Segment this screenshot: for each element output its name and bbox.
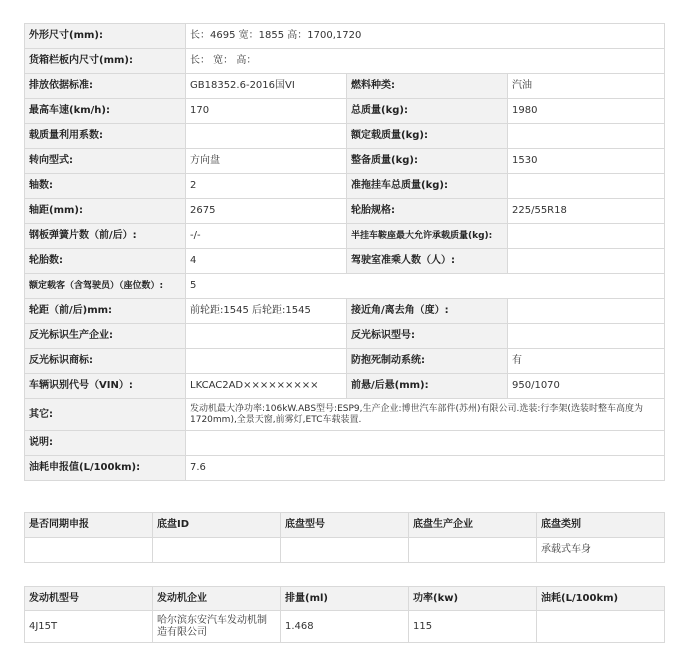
engine-table — [24, 586, 665, 643]
spec-value: 7.6 — [186, 456, 665, 481]
spec-value: 2 — [186, 174, 347, 199]
spec-label: 排放依据标准: — [25, 74, 186, 99]
spec-value: 4 — [186, 249, 347, 274]
spec-label: 整备质量(kg): — [347, 149, 508, 174]
spec-value: 1530 — [508, 149, 665, 174]
spec-value: 发动机最大净功率:106kW.ABS型号:ESP9,生产企业:博世汽车部件(苏州)有限公司.选装:行李架(选装时整车高度为1720mm),全景天窗,前雾灯,ETC车载装置. — [186, 399, 665, 431]
spec-label: 准拖挂车总质量(kg): — [347, 174, 508, 199]
spec-label: 转向型式: — [25, 149, 186, 174]
spec-label: 轴距(mm): — [25, 199, 186, 224]
spec-value: 有 — [508, 349, 665, 374]
spec-label: 说明: — [25, 431, 186, 456]
spec-label: 半挂车鞍座最大允许承载质量(kg): — [347, 224, 508, 249]
spec-label: 反光标识型号: — [347, 324, 508, 349]
column-header: 是否同期申报 — [25, 513, 153, 538]
table-cell: 哈尔滨东安汽车发动机制造有限公司 — [153, 611, 281, 643]
column-header: 底盘型号 — [281, 513, 409, 538]
spec-value — [508, 174, 665, 199]
chassis-header-row — [25, 513, 665, 538]
table-cell: 承载式车身 — [537, 538, 665, 563]
spec-label: 轮胎数: — [25, 249, 186, 274]
table-cell — [537, 611, 665, 643]
spec-value: 2675 — [186, 199, 347, 224]
spec-value — [186, 431, 665, 456]
spec-row — [25, 99, 665, 124]
spec-label: 最高车速(km/h): — [25, 99, 186, 124]
spec-label: 货箱栏板内尺寸(mm): — [25, 49, 186, 74]
spec-value: 方向盘 — [186, 149, 347, 174]
spec-row — [25, 299, 665, 324]
column-header: 功率(kw) — [409, 587, 537, 611]
spec-row — [25, 49, 665, 74]
table-cell — [25, 538, 153, 563]
spec-label: 其它: — [25, 399, 186, 431]
spec-value: 长： 宽： 高： — [186, 49, 665, 74]
spec-row — [25, 124, 665, 149]
spec-label: 油耗申报值(L/100km): — [25, 456, 186, 481]
spec-label: 额定载质量(kg): — [347, 124, 508, 149]
spec-value — [508, 124, 665, 149]
spec-label: 轮距（前/后)mm: — [25, 299, 186, 324]
column-header: 油耗(L/100km) — [537, 587, 665, 611]
spec-value — [186, 349, 347, 374]
spec-label: 额定载客（含驾驶员）（座位数）: — [25, 274, 186, 299]
spec-label: 外形尺寸(mm): — [25, 24, 186, 49]
spec-value: GB18352.6-2016国VI — [186, 74, 347, 99]
table-cell — [153, 538, 281, 563]
spec-value — [186, 124, 347, 149]
spec-row — [25, 199, 665, 224]
spec-value — [508, 249, 665, 274]
chassis-table — [24, 512, 665, 563]
spec-value: 1980 — [508, 99, 665, 124]
column-header: 底盘类别 — [537, 513, 665, 538]
spec-value: 前轮距:1545 后轮距:1545 — [186, 299, 347, 324]
spec-label: 轴数: — [25, 174, 186, 199]
spec-value: LKCAC2AD××××××××× — [186, 374, 347, 399]
spec-row — [25, 24, 665, 49]
spec-row — [25, 74, 665, 99]
spec-label: 车辆识别代号（VIN）: — [25, 374, 186, 399]
table-cell: 115 — [409, 611, 537, 643]
spec-value: 950/1070 — [508, 374, 665, 399]
spec-row — [25, 324, 665, 349]
spec-value — [508, 299, 665, 324]
spec-value: 170 — [186, 99, 347, 124]
table-row — [25, 538, 665, 563]
spec-label: 钢板弹簧片数（前/后）: — [25, 224, 186, 249]
column-header: 底盘生产企业 — [409, 513, 537, 538]
spec-label: 燃料种类: — [347, 74, 508, 99]
spec-label: 接近角/离去角（度）: — [347, 299, 508, 324]
spec-value: 225/55R18 — [508, 199, 665, 224]
spec-row — [25, 374, 665, 399]
column-header: 发动机企业 — [153, 587, 281, 611]
table-cell: 4J15T — [25, 611, 153, 643]
spec-row — [25, 399, 665, 431]
spec-value — [186, 324, 347, 349]
vehicle-spec-table — [24, 23, 665, 481]
column-header: 底盘ID — [153, 513, 281, 538]
spec-row — [25, 224, 665, 249]
spec-row — [25, 456, 665, 481]
spec-value: 5 — [186, 274, 665, 299]
column-header: 排量(ml) — [281, 587, 409, 611]
spec-value: 长：4695 宽：1855 高：1700,1720 — [186, 24, 665, 49]
spec-label: 前悬/后悬(mm): — [347, 374, 508, 399]
spec-value — [508, 224, 665, 249]
spec-row — [25, 174, 665, 199]
spec-value: 汽油 — [508, 74, 665, 99]
column-header: 发动机型号 — [25, 587, 153, 611]
spec-label: 防抱死制动系统: — [347, 349, 508, 374]
spec-row — [25, 274, 665, 299]
engine-header-row — [25, 587, 665, 611]
table-cell: 1.468 — [281, 611, 409, 643]
table-cell — [281, 538, 409, 563]
table-row — [25, 611, 665, 643]
spec-label: 载质量利用系数: — [25, 124, 186, 149]
spec-row — [25, 249, 665, 274]
spec-label: 驾驶室准乘人数（人）: — [347, 249, 508, 274]
spec-label: 总质量(kg): — [347, 99, 508, 124]
spec-row — [25, 431, 665, 456]
spec-row — [25, 149, 665, 174]
spec-value: -/- — [186, 224, 347, 249]
spec-value — [508, 324, 665, 349]
spec-label: 反光标识商标: — [25, 349, 186, 374]
spec-row — [25, 349, 665, 374]
spec-label: 轮胎规格: — [347, 199, 508, 224]
table-cell — [409, 538, 537, 563]
spec-label: 反光标识生产企业: — [25, 324, 186, 349]
